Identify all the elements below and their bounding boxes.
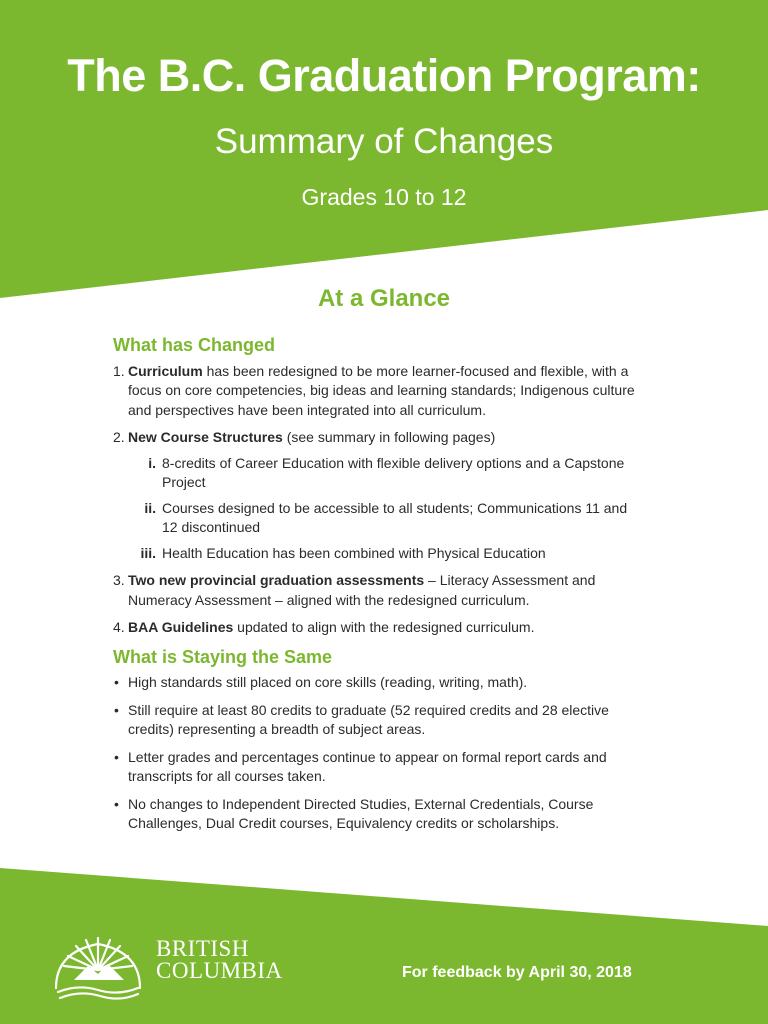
bullet: • [114,795,119,812]
item-text-post: credits and 28 elective credits) representing a breadth of subject areas. [128,701,609,737]
item-text-emph: at least [201,701,248,718]
subitem-text-emph: Education [281,454,345,471]
bullet: • [114,748,119,765]
staying-the-same-heading: What is Staying the Same [113,646,333,667]
item-text: (see summary in following pages) [282,429,496,445]
subitem-text: Health Education has been combined with Physical Education [162,544,546,561]
item-number: 3. [113,572,125,588]
item-bold-term: BAA Guidelines [128,619,234,635]
bullet: • [114,701,119,718]
item-bold-term: New Course Structures [128,429,283,445]
same-item-3 [113,748,643,787]
subitem-number: ii. [144,499,156,516]
page-subtitle: Summary of Changes [214,122,554,161]
item-text-emph: or scholarships. [461,815,560,831]
item-text: High standards still placed on core skills (reading, writing, math). [128,674,528,690]
subitem-text-post: with flexible delivery options and a Capstone Project [162,454,625,490]
bc-wordmark [156,938,283,982]
item-number: 4. [113,619,125,635]
subitem-number: i. [148,454,156,471]
item-text: has been redesigned to be more learner-focused and flexible, with a focus on core competencies, big ideas and learning standards; Indigenous culture and perspectives have been integrated into all curriculum. [128,362,635,418]
item-text-pre: Still require [128,701,202,718]
item-bold-term: Two new provincial graduation assessments [128,572,425,588]
subitem-number: iii. [140,544,156,561]
changed-item-2 [113,428,643,563]
same-item-2 [113,701,643,740]
changed-item-3 [113,571,643,610]
item-bold-term: Curriculum [128,362,203,379]
item-text: updated to align with the redesigned curriculum. [233,619,535,635]
same-item-1 [113,673,643,693]
page-title: The B.C. Graduation Program: [67,50,701,101]
item-text: – Literacy Assessment and Numeracy Assessment – aligned with the redesigned curriculum. [128,572,596,608]
wordmark-line-1: BRITISH [156,936,249,961]
changed-subitem-i [128,454,643,493]
item-text-emph: required [414,701,466,718]
at-a-glance-heading: At a Glance [317,285,451,312]
same-item-4 [113,795,643,834]
changed-item-4 [113,618,643,638]
feedback-deadline: For feedback by April 30, 2018 [402,964,632,981]
subitem-text-pre: 8-credits of Career [162,454,282,471]
item-number: 1. [113,362,125,379]
summary-content [113,336,643,842]
bc-sunburst-icon [48,930,148,1000]
bullet: • [114,674,119,690]
item-text-mid: 80 credits to graduate (52 [247,701,415,718]
what-has-changed-heading: What has Changed [113,335,276,355]
bc-government-logo [48,930,288,1000]
item-number: 2. [113,429,125,445]
changed-subitem-iii [128,544,643,564]
changed-subitem-ii [128,499,643,538]
item-text-pre: No changes to Independent Directed Studies, External Credentials, Course Challenges, Dual Credit courses, Equivalency credits [128,795,594,831]
changed-item-1 [113,362,643,421]
subitem-text: Courses designed to be accessible to all students; Communications 11 and 12 discontinued [162,499,628,535]
grades-label: Grades 10 to 12 [301,184,467,210]
wordmark-line-2: COLUMBIA [156,958,283,983]
item-text: Letter grades and percentages continue to appear on formal report cards and transcripts for all courses taken. [128,748,607,784]
